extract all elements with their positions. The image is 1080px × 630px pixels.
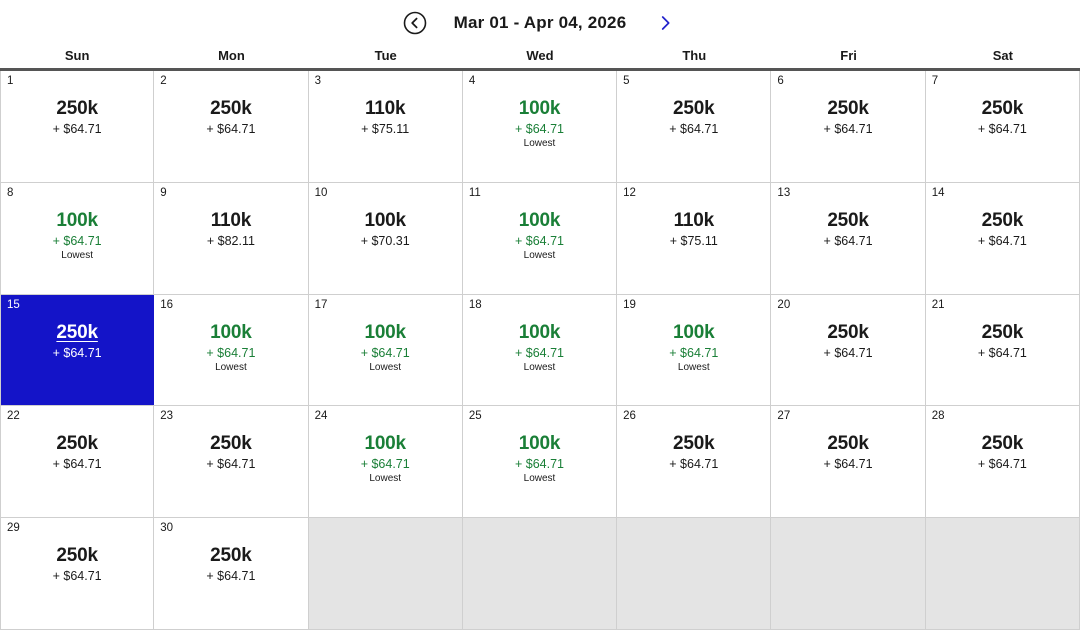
calendar-day-cell-empty <box>617 518 771 629</box>
cash-price-value: + $64.71 <box>823 233 873 248</box>
day-number: 24 <box>314 410 328 423</box>
calendar-day-cell[interactable] <box>617 183 771 294</box>
points-value: 250k <box>981 209 1024 231</box>
cash-price-value: + $64.71 <box>514 122 564 136</box>
day-number: 22 <box>7 410 20 423</box>
day-cell-body <box>669 97 718 137</box>
weekday-label-thu: Thu <box>682 47 707 63</box>
lowest-badge: Lowest <box>369 473 402 485</box>
calendar-day-cell[interactable] <box>617 295 771 406</box>
points-value: 250k <box>56 321 98 343</box>
lowest-badge: Lowest <box>677 361 710 373</box>
day-number: 25 <box>468 410 482 423</box>
day-cell-body <box>824 321 873 361</box>
calendar-day-cell[interactable] <box>0 183 154 294</box>
calendar-day-cell-empty <box>463 518 617 629</box>
cash-price-value: + $64.71 <box>52 122 102 136</box>
cash-price-value: + $64.71 <box>977 345 1027 360</box>
points-value: 100k <box>364 209 406 231</box>
points-value: 250k <box>827 433 869 455</box>
cash-price-value: + $64.71 <box>206 345 256 360</box>
day-number: 6 <box>777 75 784 87</box>
calendar-day-cell[interactable] <box>154 71 308 182</box>
cash-price-value: + $64.71 <box>52 457 102 472</box>
day-cell-body <box>824 209 873 249</box>
calendar-day-cell[interactable] <box>463 183 617 294</box>
day-cell-body <box>207 209 255 249</box>
day-cell-body <box>53 432 102 472</box>
calendar-day-cell-empty <box>771 518 925 629</box>
day-number: 18 <box>468 298 482 311</box>
calendar-day-cell[interactable] <box>463 406 617 517</box>
cash-price-value: + $64.71 <box>977 457 1027 472</box>
day-cell-body <box>824 432 873 472</box>
day-number: 3 <box>314 75 321 87</box>
points-value: 100k <box>210 321 252 343</box>
day-number: 16 <box>160 298 174 311</box>
calendar-day-cell[interactable] <box>771 406 925 517</box>
points-value: 110k <box>210 209 252 231</box>
day-cell-body <box>206 544 255 584</box>
calendar-day-cell[interactable] <box>0 71 154 182</box>
cash-price-value: + $64.71 <box>52 569 102 584</box>
calendar-day-cell[interactable] <box>309 183 463 294</box>
cash-price-value: + $64.71 <box>514 457 564 472</box>
day-number: 28 <box>931 410 945 423</box>
day-cell-body <box>361 321 410 374</box>
day-cell-body <box>670 209 718 249</box>
day-cell-body <box>515 209 564 262</box>
points-value: 110k <box>364 98 406 119</box>
points-value: 100k <box>364 433 406 455</box>
calendar-day-cell[interactable] <box>0 295 154 406</box>
date-range-title: Mar 01 - Apr 04, 2026 <box>453 13 627 32</box>
calendar-day-cell[interactable] <box>771 295 925 406</box>
points-value: 110k <box>673 209 714 231</box>
day-number: 7 <box>931 75 939 87</box>
day-number: 20 <box>777 298 791 311</box>
previous-period-button[interactable] <box>402 10 428 36</box>
day-cell-body <box>824 97 873 137</box>
day-cell-body <box>361 432 410 485</box>
calendar-day-cell[interactable] <box>0 518 154 629</box>
cash-price-value: + $64.71 <box>514 233 564 248</box>
lowest-badge: Lowest <box>61 249 93 261</box>
cash-price-value: + $64.71 <box>977 233 1027 248</box>
calendar-day-cell[interactable] <box>0 406 154 517</box>
points-value: 250k <box>56 545 98 567</box>
cash-price-value: + $64.71 <box>52 233 102 248</box>
points-value: 250k <box>210 545 252 567</box>
cash-price-value: + $64.71 <box>514 345 564 360</box>
cash-price-value: + $64.71 <box>206 569 256 584</box>
calendar-week-row <box>0 406 1080 518</box>
weekday-label-sat: Sat <box>992 47 1013 63</box>
day-number: 9 <box>160 186 167 199</box>
day-cell-body <box>53 321 102 361</box>
calendar-day-cell[interactable] <box>617 71 771 182</box>
cash-price-value: + $64.71 <box>823 457 873 472</box>
cash-price-value: + $64.71 <box>206 122 256 136</box>
day-number: 19 <box>623 298 636 311</box>
weekday-label-wed: Wed <box>526 47 554 63</box>
calendar-day-cell[interactable] <box>926 183 1080 294</box>
calendar-day-cell[interactable] <box>309 406 463 517</box>
day-cell-body <box>669 432 718 472</box>
lowest-badge: Lowest <box>369 361 402 373</box>
cash-price-value: + $82.11 <box>206 233 255 248</box>
points-value: 250k <box>827 321 869 343</box>
lowest-badge: Lowest <box>523 361 556 373</box>
calendar-day-cell[interactable] <box>154 183 308 294</box>
weekday-label-sun: Sun <box>64 47 90 63</box>
calendar-day-cell[interactable] <box>926 406 1080 517</box>
points-value: 250k <box>673 98 715 119</box>
day-cell-body <box>206 321 255 374</box>
calendar-day-cell[interactable] <box>154 406 308 517</box>
points-value: 250k <box>981 98 1024 119</box>
cash-price-value: + $64.71 <box>669 457 719 472</box>
lowest-badge: Lowest <box>523 473 556 485</box>
day-cell-body <box>206 97 255 137</box>
cash-price-value: + $64.71 <box>206 457 256 472</box>
lowest-badge: Lowest <box>523 138 556 149</box>
points-value: 250k <box>981 321 1024 343</box>
cash-price-value: + $70.31 <box>360 233 410 248</box>
day-cell-body <box>515 97 564 150</box>
points-value: 250k <box>210 98 252 119</box>
calendar-day-cell[interactable] <box>463 295 617 406</box>
cash-price-value: + $64.71 <box>669 122 719 136</box>
day-cell-body <box>515 432 564 485</box>
cash-price-value: + $75.11 <box>669 233 718 248</box>
day-cell-body <box>978 321 1027 361</box>
day-number: 12 <box>623 186 636 199</box>
cash-price-value: + $64.71 <box>823 122 873 136</box>
points-value: 250k <box>827 98 869 119</box>
points-value: 250k <box>210 433 252 455</box>
day-cell-body <box>978 432 1027 472</box>
calendar-day-cell[interactable] <box>463 71 617 182</box>
weekday-label-tue: Tue <box>374 47 397 63</box>
day-cell-body <box>361 209 410 249</box>
calendar-week-row <box>0 183 1080 295</box>
cash-price-value: + $64.71 <box>360 457 410 472</box>
day-number: 30 <box>160 522 174 535</box>
points-value: 250k <box>673 433 715 455</box>
calendar-week-row <box>0 518 1080 630</box>
lowest-badge: Lowest <box>523 249 556 261</box>
calendar-day-cell[interactable] <box>926 295 1080 406</box>
points-value: 100k <box>518 321 561 343</box>
day-cell-body <box>669 321 718 374</box>
next-period-button[interactable] <box>652 10 678 36</box>
chevron-left-circle-icon <box>403 11 427 35</box>
points-value: 100k <box>518 98 561 119</box>
weekday-label-mon: Mon <box>218 47 245 63</box>
day-cell-body <box>53 97 102 137</box>
day-cell-body <box>53 209 102 262</box>
day-number: 13 <box>777 186 791 199</box>
points-value: 100k <box>364 321 406 343</box>
calendar-day-cell[interactable] <box>309 295 463 406</box>
day-number: 21 <box>931 298 945 311</box>
day-cell-body <box>978 209 1027 249</box>
calendar-day-cell-empty <box>926 518 1080 629</box>
day-number: 11 <box>468 186 481 199</box>
day-cell-body <box>361 97 409 137</box>
day-number: 2 <box>160 75 167 87</box>
weekday-label-fri: Fri <box>840 47 857 63</box>
cash-price-value: + $64.71 <box>669 345 719 360</box>
calendar-day-cell[interactable] <box>154 295 308 406</box>
calendar-day-cell[interactable] <box>926 71 1080 182</box>
points-value: 250k <box>981 433 1024 455</box>
day-number: 8 <box>7 186 14 199</box>
cash-price-value: + $64.71 <box>52 345 102 360</box>
points-value: 100k <box>56 209 98 231</box>
points-value: 250k <box>56 98 98 119</box>
day-cell-body <box>206 432 255 472</box>
calendar-day-cell[interactable] <box>771 183 925 294</box>
day-cell-body <box>53 544 102 584</box>
day-number: 23 <box>160 410 174 423</box>
day-number: 26 <box>623 410 636 423</box>
day-number: 17 <box>314 298 328 311</box>
cash-price-value: + $75.11 <box>361 122 410 136</box>
points-value: 100k <box>518 433 561 455</box>
calendar-week-row <box>0 295 1080 407</box>
calendar-day-cell[interactable] <box>154 518 308 629</box>
day-number: 10 <box>314 186 328 199</box>
points-value: 100k <box>673 321 715 343</box>
points-value: 250k <box>56 433 98 455</box>
day-number: 14 <box>931 186 945 199</box>
calendar-header <box>0 0 1080 42</box>
calendar-day-cell[interactable] <box>617 406 771 517</box>
day-number: 15 <box>7 298 20 311</box>
calendar-day-cell-empty <box>309 518 463 629</box>
day-number: 29 <box>7 522 20 535</box>
calendar-day-cell[interactable] <box>309 71 463 182</box>
calendar-week-row <box>0 71 1080 183</box>
day-cell-body <box>978 97 1027 137</box>
day-number: 1 <box>7 75 14 87</box>
points-value: 100k <box>518 209 561 231</box>
calendar-grid <box>0 71 1080 630</box>
lowest-badge: Lowest <box>215 361 247 373</box>
day-number: 5 <box>623 75 630 87</box>
weekday-header-row <box>0 42 1080 71</box>
day-cell-body <box>515 321 564 374</box>
cash-price-value: + $64.71 <box>360 345 410 360</box>
day-number: 4 <box>468 75 476 87</box>
cash-price-value: + $64.71 <box>977 122 1027 136</box>
points-value: 250k <box>827 209 869 231</box>
calendar-day-cell[interactable] <box>771 71 925 182</box>
cash-price-value: + $64.71 <box>823 345 873 360</box>
day-number: 27 <box>777 410 791 423</box>
chevron-right-icon <box>654 12 676 34</box>
